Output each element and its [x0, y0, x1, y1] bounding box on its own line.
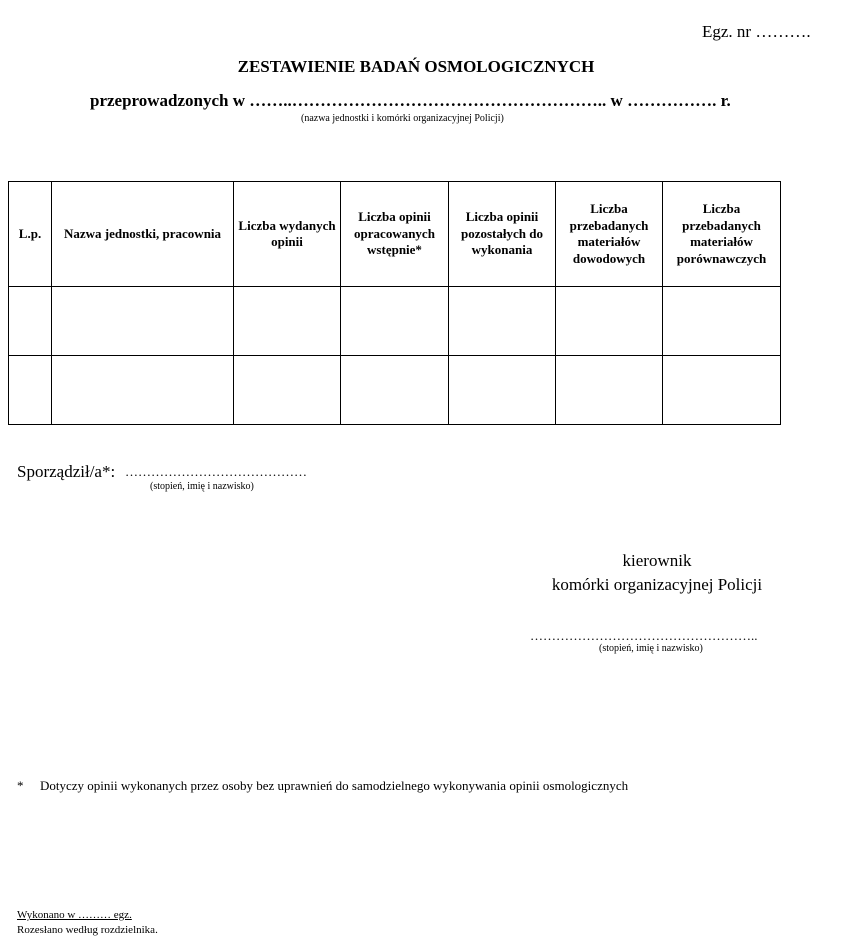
table-cell[interactable]: [52, 356, 234, 425]
results-table: [8, 181, 781, 425]
column-header-comparison-materials: Liczba przebadanych materiałów porównawczych: [663, 182, 781, 287]
column-header-unit-name: Nazwa jednostki, pracownia: [52, 182, 234, 287]
column-header-lp: L.p.: [9, 182, 52, 287]
table-row: [9, 356, 781, 425]
column-header-evidence-materials: Liczba przebadanych materiałów dowodowych: [556, 182, 663, 287]
document-subtitle: przeprowadzonych w ……..……………………………………………….. w ……………. r.: [90, 91, 731, 110]
table-cell[interactable]: [341, 356, 449, 425]
distribution-note: Rozesłano według rozdzielnika.: [17, 924, 158, 936]
prepared-by-caption: (stopień, imię i nazwisko): [150, 481, 254, 492]
signature-caption: (stopień, imię i nazwisko): [599, 643, 703, 654]
document-title: ZESTAWIENIE BADAŃ OSMOLOGICZNYCH: [237, 57, 595, 76]
copy-number: Egz. nr ……….: [702, 22, 811, 41]
table-header-row: [9, 182, 781, 287]
table-cell[interactable]: [556, 287, 663, 356]
column-header-preliminary-opinions: Liczba opinii opracowanych wstępnie*: [341, 182, 449, 287]
table-cell[interactable]: [449, 287, 556, 356]
footnote-text: Dotyczy opinii wykonanych przez osoby bez uprawnień do samodzielnego wykonywania opinii osmologicznych: [40, 778, 629, 793]
table-cell[interactable]: [663, 356, 781, 425]
table-cell[interactable]: [52, 287, 234, 356]
table-cell[interactable]: [9, 287, 52, 356]
signatory-title-line2: komórki organizacyjnej Policji: [551, 575, 763, 594]
table-cell[interactable]: [341, 287, 449, 356]
table-row: [9, 287, 781, 356]
signature-field[interactable]: ……………………………………………..: [530, 628, 758, 643]
unit-name-caption: (nazwa jednostki i komórki organizacyjnej Policji): [301, 113, 504, 124]
footnote-mark: *: [17, 778, 24, 793]
table-cell[interactable]: [234, 356, 341, 425]
table-cell[interactable]: [234, 287, 341, 356]
prepared-by-label: Sporządził/a*:: [17, 462, 116, 481]
column-header-remaining-opinions: Liczba opinii pozostałych do wykonania: [449, 182, 556, 287]
prepared-by-field[interactable]: ……………………………………: [125, 464, 307, 479]
signatory-title-line1: kierownik: [622, 551, 692, 570]
column-header-issued-opinions: Liczba wydanych opinii: [234, 182, 341, 287]
copies-made-note: Wykonano w ……… egz.: [17, 909, 132, 921]
table-cell[interactable]: [9, 356, 52, 425]
table-cell[interactable]: [556, 356, 663, 425]
table-cell[interactable]: [663, 287, 781, 356]
signatory-title: [548, 549, 766, 597]
table-cell[interactable]: [449, 356, 556, 425]
